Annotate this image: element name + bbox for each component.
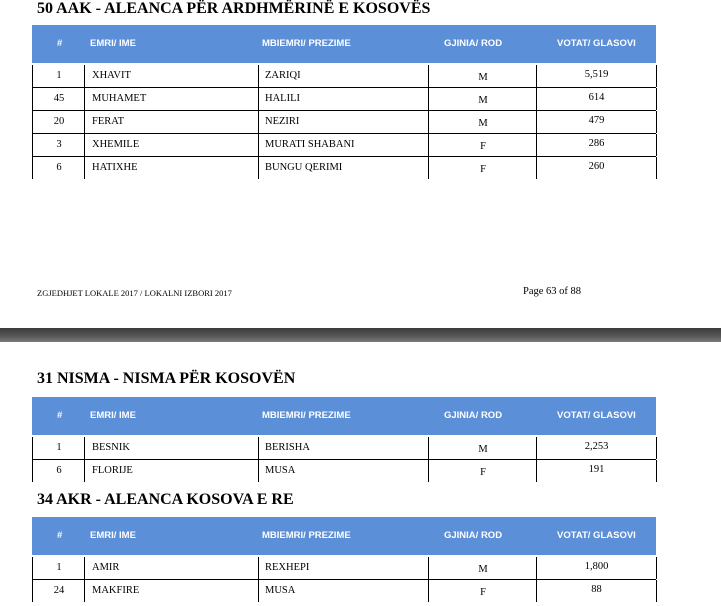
cell-gender: M: [428, 88, 537, 110]
cell-name: MUHAMET: [84, 88, 258, 110]
cell-votes: 191: [536, 460, 657, 482]
cell-votes: 2,253: [536, 437, 657, 459]
cell-gender: F: [428, 580, 537, 602]
header-votes: VOTAT/ GLASOVI: [557, 38, 636, 49]
cell-votes: 1,800: [536, 557, 657, 579]
cell-gender: M: [428, 65, 537, 87]
cell-name: HATIXHE: [84, 157, 258, 179]
cell-number: 6: [32, 157, 85, 179]
party-title-akr: 34 AKR - ALEANCA KOSOVA E RE: [37, 491, 294, 508]
cell-name: MAKFIRE: [84, 580, 258, 602]
table-header-nisma: [32, 397, 656, 435]
cell-surname: MUSA: [258, 580, 428, 602]
header-number: #: [57, 410, 63, 421]
cell-name: XHAVIT: [84, 65, 258, 87]
cell-number: 1: [32, 557, 85, 579]
cell-surname: REXHEPI: [258, 557, 428, 579]
table-row: [32, 65, 656, 88]
cell-surname: BUNGU QERIMI: [258, 157, 428, 179]
table-body-nisma: [32, 437, 656, 482]
table-header-akr: [32, 517, 656, 555]
page-number: Page 63 of 88: [523, 286, 582, 297]
header-gender: GJINIA/ ROD: [444, 38, 503, 49]
header-gender: GJINIA/ ROD: [444, 410, 503, 421]
header-votes: VOTAT/ GLASOVI: [557, 410, 636, 421]
cell-name: XHEMILE: [84, 134, 258, 156]
table-body-akr: [32, 557, 656, 602]
header-gender: GJINIA/ ROD: [444, 530, 503, 541]
cell-votes: 479: [536, 111, 657, 133]
header-name: EMRI/ IME: [90, 410, 136, 421]
cell-surname: HALILI: [258, 88, 428, 110]
cell-gender: M: [428, 111, 537, 133]
table-row: [32, 557, 656, 580]
cell-name: FERAT: [84, 111, 258, 133]
table-row: [32, 580, 656, 602]
table-row: [32, 460, 656, 482]
header-votes: VOTAT/ GLASOVI: [557, 530, 636, 541]
table-row: [32, 157, 656, 179]
table-row: [32, 134, 656, 157]
table-row: [32, 111, 656, 134]
document-page-64: [0, 342, 721, 600]
cell-votes: 614: [536, 88, 657, 110]
cell-number: 3: [32, 134, 85, 156]
header-number: #: [57, 530, 63, 541]
table-row: [32, 437, 656, 460]
cell-number: 1: [32, 65, 85, 87]
cell-gender: F: [428, 134, 537, 156]
cell-number: 20: [32, 111, 85, 133]
cell-surname: BERISHA: [258, 437, 428, 459]
cell-gender: M: [428, 557, 537, 579]
cell-gender: F: [428, 460, 537, 482]
cell-number: 24: [32, 580, 85, 602]
header-surname: MBIEMRI/ PREZIME: [262, 530, 351, 541]
cell-votes: 286: [536, 134, 657, 156]
cell-votes: 88: [536, 580, 657, 602]
cell-gender: F: [428, 157, 537, 179]
page-footer-election-name: ZGJEDHJET LOKALE 2017 / LOKALNI IZBORI 2017: [37, 288, 232, 298]
cell-number: 1: [32, 437, 85, 459]
table-row: [32, 88, 656, 111]
cell-surname: ZARIQI: [258, 65, 428, 87]
cell-gender: M: [428, 437, 537, 459]
cell-number: 45: [32, 88, 85, 110]
header-surname: MBIEMRI/ PREZIME: [262, 410, 351, 421]
page-separator: [0, 328, 721, 342]
cell-name: BESNIK: [84, 437, 258, 459]
cell-surname: NEZIRI: [258, 111, 428, 133]
table-body-aak: [32, 65, 656, 179]
cell-votes: 5,519: [536, 65, 657, 87]
cell-votes: 260: [536, 157, 657, 179]
party-title-aak: 50 AAK - ALEANCA PËR ARDHMËRINË E KOSOVËS: [37, 0, 431, 17]
cell-number: 6: [32, 460, 85, 482]
header-name: EMRI/ IME: [90, 530, 136, 541]
header-name: EMRI/ IME: [90, 38, 136, 49]
table-header-aak: [32, 25, 656, 63]
header-number: #: [57, 38, 63, 49]
cell-name: FLORIJE: [84, 460, 258, 482]
header-surname: MBIEMRI/ PREZIME: [262, 38, 351, 49]
cell-surname: MURATI SHABANI: [258, 134, 428, 156]
party-title-nisma: 31 NISMA - NISMA PËR KOSOVËN: [37, 370, 296, 387]
cell-name: AMIR: [84, 557, 258, 579]
cell-surname: MUSA: [258, 460, 428, 482]
